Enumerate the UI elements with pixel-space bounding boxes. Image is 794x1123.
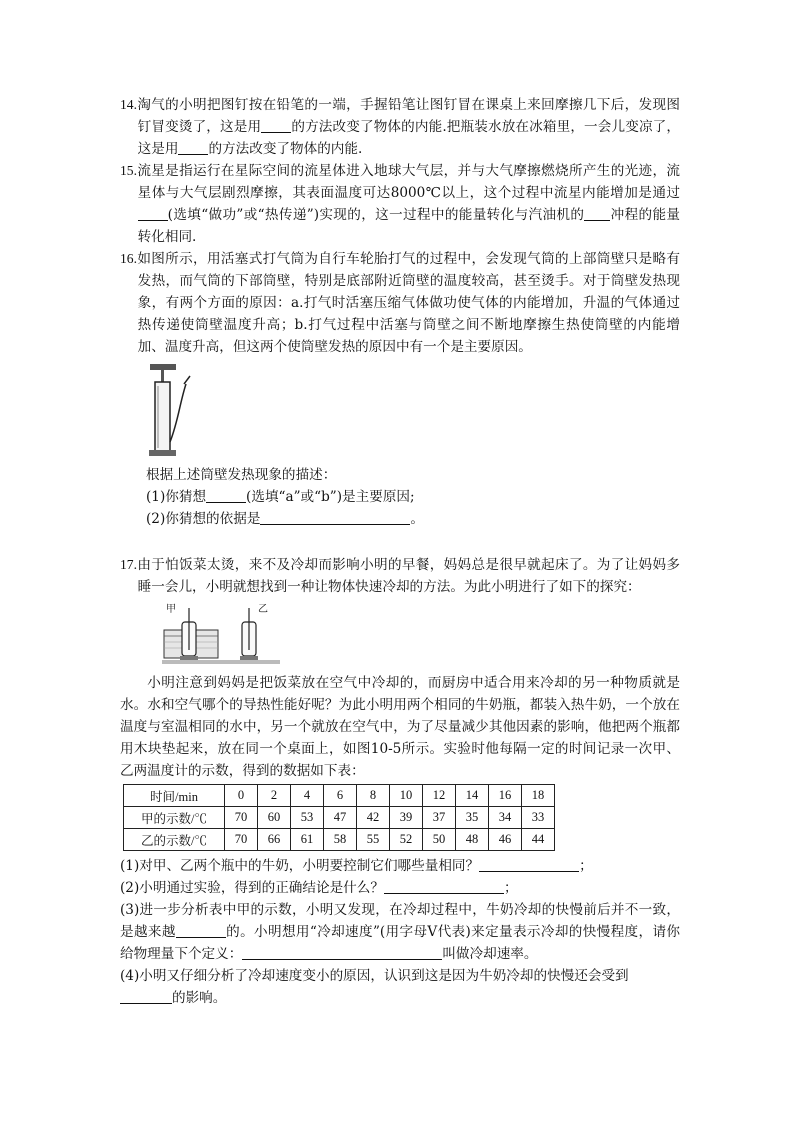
table-cell: 39 (390, 807, 423, 829)
figure-label-jia: 甲 (166, 604, 176, 615)
question-text: 冲程的能量转化相同. (137, 207, 681, 245)
table-cell: 53 (291, 807, 324, 829)
question-text: 由于怕饭菜太烫，来不及冷却而影响小明的早餐，妈妈总是很早就起床了。为了让妈妈多睡一会儿，小明就想找到一种让物体快速冷却的方法。为此小明进行了如下的探究： (137, 557, 680, 595)
sub-text: ； (579, 858, 593, 874)
question-15 (120, 160, 680, 248)
question-17-paragraph: 小明注意到妈妈是把饭菜放在空气中冷却的，而厨房中适合用来冷却的另一种物质就是水。水和空气哪个的导热性能好呢？为此小明用两个相同的牛奶瓶，都装入热牛奶，一个放在温度与室温相同的水中，另一个就放在空气中，为了尽量减少其他因素的影响，他把两个瓶都用木块垫起来，放在同一个桌面上，如图10-5所示。实验时他每隔一定的时间记录一次甲、乙两温度计的示数，得到的数据如下表： (120, 675, 680, 779)
table-cell: 16 (489, 785, 522, 807)
answer-blank[interactable] (206, 487, 246, 503)
table-cell: 4 (291, 785, 324, 807)
sub-text: 叫做冷却速率。 (442, 946, 538, 962)
table-row (124, 785, 555, 807)
question-17 (120, 554, 680, 598)
table-cell: 8 (357, 785, 390, 807)
sub-text: (4)小明又仔细分析了冷却速度变小的原因，认识到这是因为牛奶冷却的快慢还会受到 (120, 968, 629, 984)
question-17-sub-3 (120, 899, 680, 965)
table-cell: 52 (390, 829, 423, 851)
answer-blank[interactable] (120, 988, 172, 1004)
question-text: 的方法改变了物体的内能. (208, 141, 363, 157)
answer-blank[interactable] (261, 117, 291, 133)
table-cell: 0 (225, 785, 258, 807)
table-row-label: 时间/min (124, 785, 225, 807)
question-16-sub-2 (146, 508, 680, 530)
question-number: 14. (120, 97, 137, 112)
table-cell: 18 (522, 785, 555, 807)
table-cell: 34 (489, 807, 522, 829)
table-cell: 60 (258, 807, 291, 829)
table-cell: 6 (324, 785, 357, 807)
table-row-label: 乙的示数/℃ (124, 829, 225, 851)
table-cell: 10 (390, 785, 423, 807)
sub-text: 的。小明想用“冷却速度”(用字母V代表)来定量表示冷却的快慢程度，请你给物理量下个定义： (120, 924, 680, 962)
sub-text: (2)你猜想的依据是 (146, 511, 261, 527)
table-cell: 12 (423, 785, 456, 807)
answer-blank[interactable] (479, 856, 579, 872)
question-text: (选填“做功”或“热传递”)实现的，这一过程中的能量转化与汽油机的 (167, 207, 585, 223)
sub-text: (2)小明通过实验，得到的正确结论是什么？ (120, 880, 384, 896)
milk-bottle-figure (162, 602, 282, 666)
temperature-table (123, 784, 555, 851)
answer-blank[interactable] (178, 139, 208, 155)
question-14 (120, 94, 680, 160)
question-text: 流星是指运行在星际空间的流星体进入地球大气层，并与大气摩擦燃烧所产生的光迹，流星体与大气层剧烈摩擦，其表面温度可达8000℃以上，这个过程中流星内能增加是通过 (137, 163, 680, 201)
question-16 (120, 248, 680, 358)
table-cell: 48 (456, 829, 489, 851)
sub-text: ； (503, 880, 518, 896)
sub-text: 。 (410, 511, 425, 527)
answer-blank[interactable] (176, 922, 226, 938)
table-cell: 58 (324, 829, 357, 851)
table-cell: 44 (522, 829, 555, 851)
question-17-sub-4 (120, 965, 680, 1009)
question-text: 的方法改变了物体的内能.把瓶装水放在冰箱里，一会儿变凉了，这是用 (137, 119, 681, 157)
figure-label-yi: 乙 (258, 604, 268, 615)
table-cell: 2 (258, 785, 291, 807)
worksheet-page (120, 90, 680, 1009)
table-cell: 42 (357, 807, 390, 829)
table-row-label: 甲的示数/℃ (124, 807, 225, 829)
answer-blank[interactable] (260, 509, 410, 525)
table-cell: 46 (489, 829, 522, 851)
answer-blank[interactable] (138, 205, 168, 221)
question-17-sub-2 (120, 877, 680, 899)
bicycle-pump-icon (146, 362, 226, 462)
table-row (124, 829, 555, 851)
question-text: 如图所示，用活塞式打气筒为自行车轮胎打气的过程中，会发现气筒的上部筒壁只是略有发热，而气筒的下部筒壁，特别是底部附近筒壁的温度较高，甚至烫手。对于筒壁发热现象，有两个方面的原因：a.打气时活塞压缩气体做功使气体的内能增加，升温的气体通过热传递使筒壁温度升高；b.打气过程中活塞与筒壁之间不断地摩擦生热使筒壁的内能增加、温度升高，但这两个使筒壁发热的原因中有一个是主要原因。 (137, 251, 680, 355)
question-text: 淘气的小明把图钉按在铅笔的一端，手握铅笔让图钉冒在课桌上来回摩擦几下后，发现图钉冒变烫了，这是用 (137, 97, 680, 135)
sub-text: 的影响。 (172, 990, 227, 1006)
question-number: 16. (120, 251, 137, 266)
table-row (124, 807, 555, 829)
table-cell: 33 (522, 807, 555, 829)
question-17-sub-1 (120, 855, 680, 877)
sub-text: (3)进一步分析表中甲的示数，小明又发现，在冷却过程中，牛奶冷却的快慢前后并不一致，是越来越 (120, 902, 680, 940)
table-cell: 14 (456, 785, 489, 807)
question-number: 17. (120, 557, 137, 572)
sub-text: (1)对甲、乙两个瓶中的牛奶，小明要控制它们哪些量相同？ (120, 858, 480, 874)
table-cell: 70 (225, 829, 258, 851)
answer-blank[interactable] (584, 205, 610, 221)
table-cell: 66 (258, 829, 291, 851)
answer-blank[interactable] (384, 878, 504, 894)
bicycle-pump-figure (146, 362, 226, 462)
question-16-sub-1 (146, 486, 680, 508)
table-cell: 37 (423, 807, 456, 829)
question-number: 15. (120, 163, 137, 178)
table-cell: 61 (291, 829, 324, 851)
table-cell: 55 (357, 829, 390, 851)
table-cell: 47 (324, 807, 357, 829)
answer-blank[interactable] (242, 944, 442, 960)
table-cell: 50 (423, 829, 456, 851)
question-16-prompt: 根据上述筒壁发热现象的描述： (146, 467, 337, 483)
sub-text: (1)你猜想 (146, 489, 207, 505)
sub-text: (选填“a”或“b”)是主要原因; (246, 489, 415, 505)
table-cell: 35 (456, 807, 489, 829)
table-cell: 70 (225, 807, 258, 829)
